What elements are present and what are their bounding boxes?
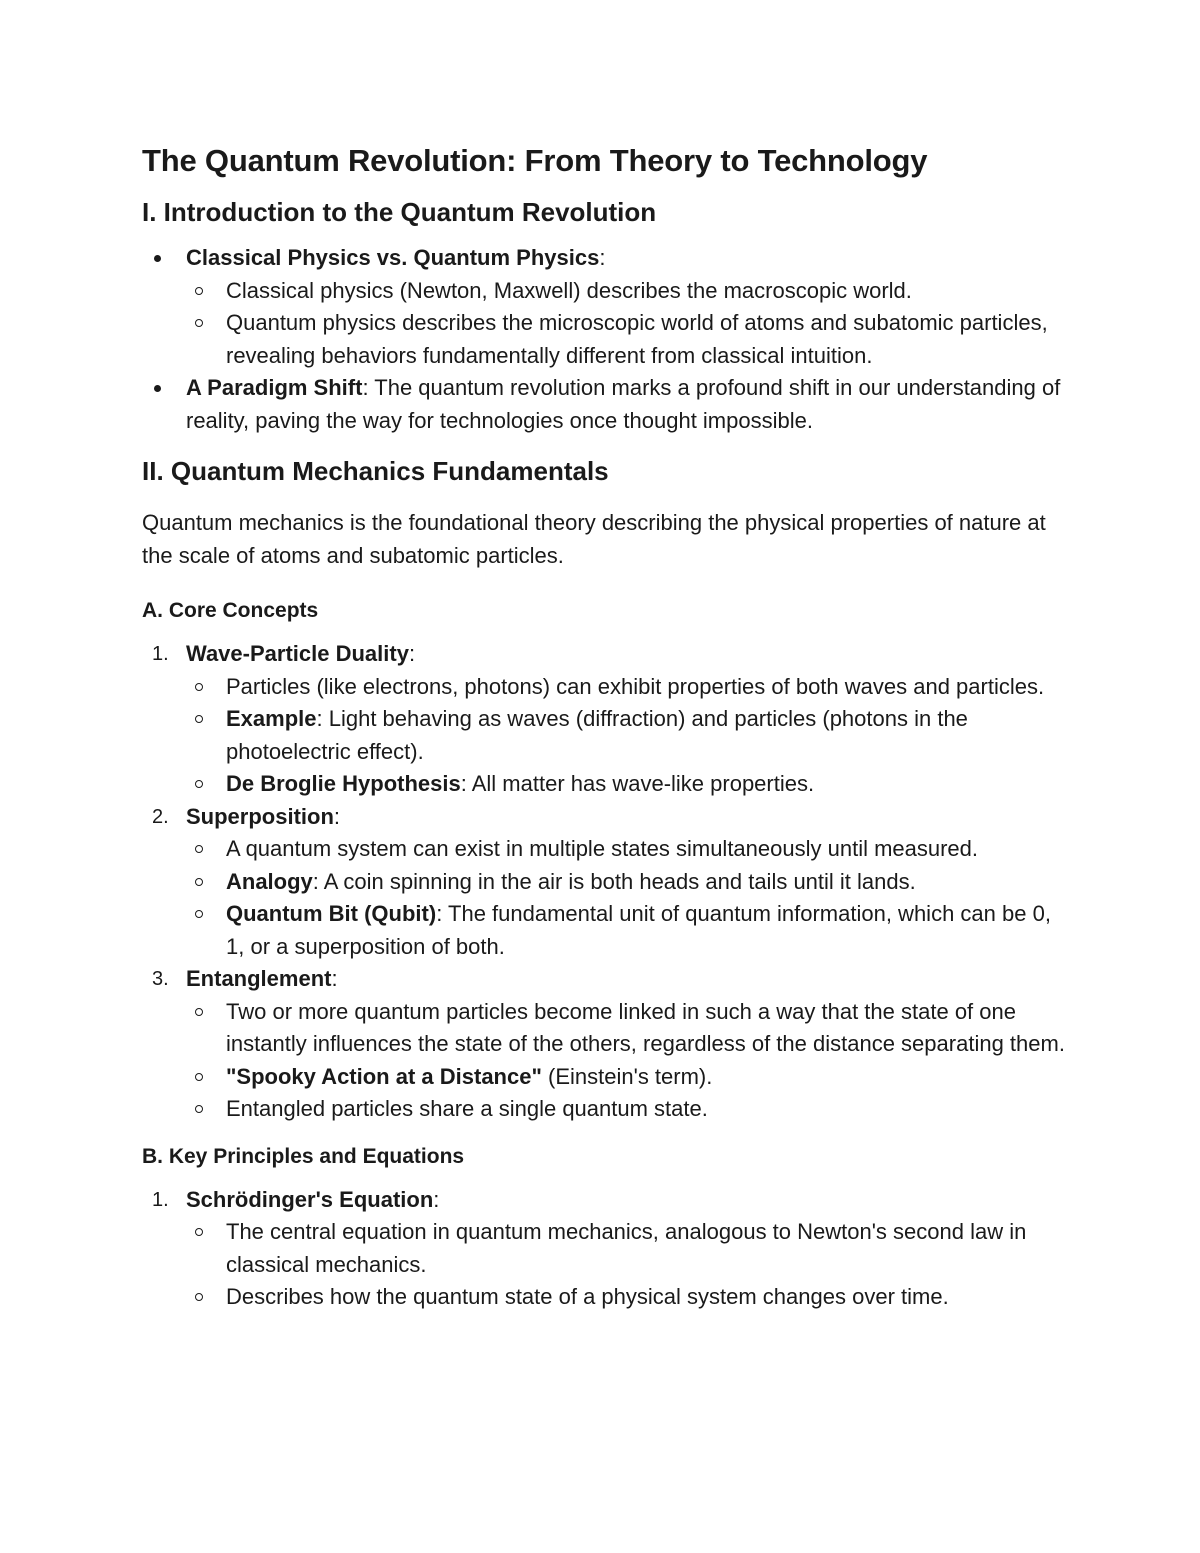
sub-list-item: Quantum physics describes the microscopic world of atoms and subatomic particles, revealing behaviors fundamentally different from classical intuition. — [142, 307, 1072, 372]
sub-list-item: Classical physics (Newton, Maxwell) describes the macroscopic world. — [142, 275, 1072, 308]
sub-item-text: Two or more quantum particles become linked in such a way that the state of one instantly influences the state of the others, regardless of the distance separating them. — [226, 998, 1065, 1056]
item-label: A Paradigm Shift — [186, 375, 363, 400]
sub-item-text: Entangled particles share a single quantum state. — [226, 1096, 708, 1121]
sub-item-label: Quantum Bit (Qubit) — [226, 901, 437, 926]
subsection-a-heading: A. Core Concepts — [142, 599, 319, 622]
sub-item-text: : A coin spinning in the air is both heads and tails until it lands. — [312, 868, 916, 894]
sub-list-item — [142, 1281, 1072, 1314]
sub-list-item — [142, 996, 1072, 1061]
core-concepts-list — [142, 638, 1072, 1126]
item-text: : — [408, 641, 416, 666]
sub-item-text: Particles (like electrons, photons) can exhibit properties of both waves and particles. — [226, 673, 1045, 699]
item-label: Schrödinger's Equation — [186, 1186, 434, 1212]
sub-item-label: Example — [226, 706, 317, 731]
list-item — [142, 242, 1072, 372]
item-label: Classical Physics vs. Quantum Physics — [186, 245, 600, 270]
item-text: : The quantum revolution marks a profound shift in our understanding of reality, paving the way for technologies once thought impossible. — [186, 375, 1061, 433]
section-2-intro: Quantum mechanics is the foundational theory describing the physical properties of nature at the scale of atoms and subatomic particles. — [142, 510, 1046, 568]
sub-item-text: (Einstein's term). — [541, 1063, 713, 1089]
sub-list-item — [142, 898, 1072, 963]
sub-item-text: : The fundamental unit of quantum information, which can be 0, 1, or a superposition of both. — [226, 901, 1051, 959]
sub-list-item — [142, 1093, 1072, 1126]
sub-list-item — [142, 768, 1072, 801]
section-1-heading: I. Introduction to the Quantum Revolution — [142, 197, 657, 227]
item-number: 3. — [152, 968, 169, 990]
sub-list-item — [142, 1216, 1072, 1281]
sub-item-text: Describes how the quantum state of a physical system changes over time. — [226, 1284, 949, 1309]
item-text: : — [599, 245, 606, 270]
list-item — [142, 963, 1072, 1126]
list-item — [142, 372, 1072, 437]
item-number: 2. — [152, 805, 169, 828]
sub-item-text: : Light behaving as waves (diffraction) and particles (photons in the photoelectric effect). — [226, 706, 968, 764]
item-number: 1. — [152, 643, 169, 665]
sub-list-item — [142, 1061, 1072, 1094]
sub-list-item — [142, 671, 1072, 704]
item-label: Entanglement — [186, 966, 332, 991]
item-label: Wave-Particle Duality — [186, 641, 409, 666]
sub-item-label: De Broglie Hypothesis — [226, 771, 461, 796]
document-page — [142, 140, 1072, 1314]
sub-list — [186, 671, 1072, 801]
list-item — [142, 801, 1072, 964]
sub-item-text: A quantum system can exist in multiple states simultaneously until measured. — [226, 836, 979, 861]
sub-list-item — [142, 866, 1072, 899]
sub-list-item — [142, 833, 1072, 866]
item-text: : — [433, 1186, 440, 1212]
item-label: Superposition — [186, 803, 334, 829]
list-item — [142, 1184, 1072, 1314]
sub-list — [186, 1216, 1072, 1314]
section-1-list — [142, 242, 1072, 437]
item-text: : — [331, 966, 338, 991]
item-number: 1. — [152, 1188, 169, 1211]
sub-item-label: "Spooky Action at a Distance" — [226, 1063, 542, 1089]
sub-list — [186, 833, 1072, 963]
sub-item-text: : All matter has wave-like properties. — [460, 771, 815, 796]
sub-list — [186, 996, 1072, 1126]
subsection-b-heading: B. Key Principles and Equations — [142, 1144, 465, 1168]
sub-item-label: Analogy — [226, 868, 313, 894]
key-principles-list — [142, 1184, 1072, 1314]
sub-item-text: The central equation in quantum mechanics, analogous to Newton's second law in classical mechanics. — [226, 1219, 1027, 1277]
section-2-heading: II. Quantum Mechanics Fundamentals — [142, 456, 609, 486]
item-text: : — [333, 803, 341, 829]
sub-list-item — [142, 703, 1072, 768]
document-title: The Quantum Revolution: From Theory to Technology — [142, 143, 928, 178]
sub-list — [186, 275, 1072, 373]
list-item — [142, 638, 1072, 801]
